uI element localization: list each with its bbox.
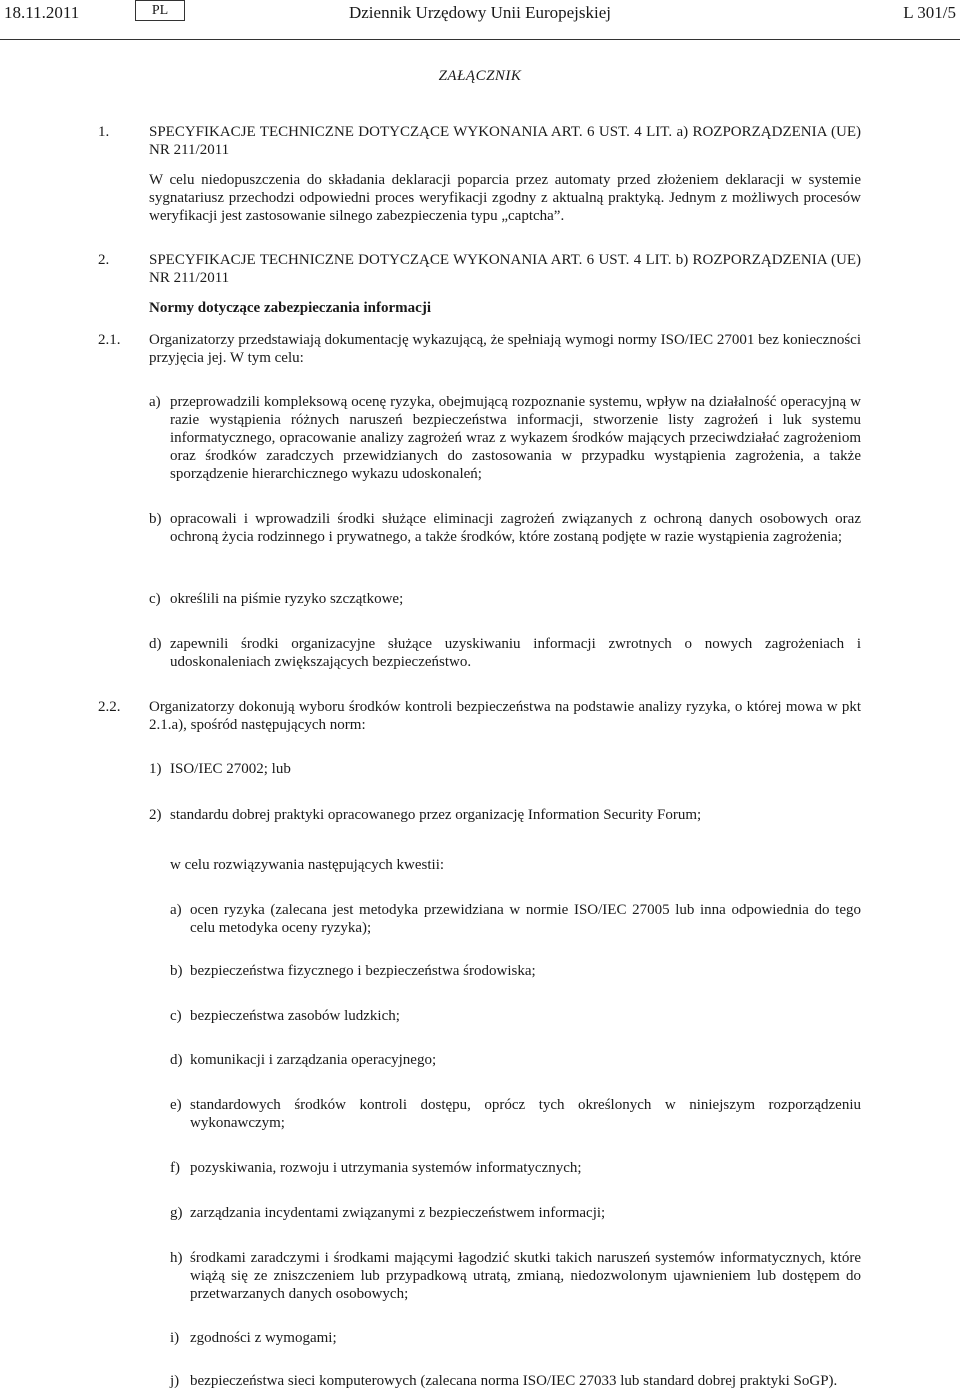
issue-label: f)	[170, 1160, 180, 1176]
section-2-title: SPECYFIKACJE TECHNICZNE DOTYCZĄCE WYKONANIA ART. 6 UST. 4 LIT. b) ROZPORZĄDZENIA (UE) NR 211/2011	[149, 252, 861, 286]
issues-intro: w celu rozwiązywania następujących kwestii:	[170, 857, 445, 873]
issue-item: pozyskiwania, rozwoju i utrzymania systemów informatycznych;	[190, 1160, 582, 1176]
section-1-body: W celu niedopuszczenia do składania deklaracji poparcia przez automaty przed złożeniem deklaracji w systemie sygnatariusz przechodzi odpowiedni proces weryfikacji zgodny z aktualną praktyką. Jednym z możliwych procesów weryfikacji jest zastosowanie silnego zabezpieczenia typu „captcha”.	[149, 172, 861, 224]
issue-item: standardowych środków kontroli dostępu, oprócz tych określonych w niniejszym rozporządzeniu wykonawczym;	[190, 1097, 861, 1131]
norm-label: 2)	[149, 807, 162, 823]
issue-item: komunikacji i zarządzania operacyjnego;	[190, 1052, 437, 1068]
page-header	[0, 0, 960, 30]
issue-item: zarządzania incydentami związanymi z bezpieczeństwem informacji;	[190, 1205, 606, 1221]
issue-label: h)	[170, 1250, 183, 1266]
issue-item: bezpieczeństwa fizycznego i bezpieczeństwa środowiska;	[190, 963, 536, 979]
list-item: przeprowadzili kompleksową ocenę ryzyka, obejmującą rozpoznanie systemu, wpływ na działalność operacyjną w razie wystąpienia różnych naruszeń bezpieczeństwa informacji, stworzenie listy zagrożeń i luk systemu informatycznego, opracowanie analizy zagrożeń wraz z wykazem środków mających przeciwdziałać zagrożeniom oraz środków zaradczych przewidzianych do zastosowania w przypadku wystąpienia zagrożenia, a także sporządzenie hierarchicznego wykazu udoskonaleń;	[170, 394, 861, 482]
header-divider	[0, 39, 960, 40]
paragraph-2-2-text: Organizatorzy dokonują wyboru środków kontroli bezpieczeństwa na podstawie analizy ryzyka, o której mowa w pkt 2.1.a), spośród następujących norm:	[149, 699, 861, 733]
paragraph-2-1-number: 2.1.	[98, 332, 121, 348]
paragraph-2-2-number: 2.2.	[98, 699, 121, 715]
list-item: zapewnili środki organizacyjne służące uzyskiwaniu informacji zwrotnych o nowych zagrożeniach i udoskonaleniach zwiększających bezpieczeństwo.	[170, 636, 861, 670]
issue-label: a)	[170, 902, 182, 918]
publication-date: 18.11.2011	[4, 3, 80, 22]
paragraph-2-1-text: Organizatorzy przedstawiają dokumentację wykazującą, że spełniają wymogi normy ISO/IEC 27001 bez konieczności przyjęcia jej. W tym celu:	[149, 332, 861, 366]
issue-item: ocen ryzyka (zalecana jest metodyka przewidziana w normie ISO/IEC 27005 lub inna odpowiednia do tego celu metodyka oceny ryzyka);	[190, 902, 861, 936]
issue-label: d)	[170, 1052, 183, 1068]
list-item-label: b)	[149, 511, 162, 527]
list-item-label: d)	[149, 636, 162, 652]
issue-label: g)	[170, 1205, 183, 1221]
journal-title: Dziennik Urzędowy Unii Europejskiej	[348, 3, 611, 22]
list-item: opracowali i wprowadzili środki służące eliminacji zagrożeń związanych z ochroną danych osobowych oraz ochroną życia rodzinnego i prywatnego, a także środków, które zostaną podjęte w razie wystąpienia zagrożenia;	[170, 511, 861, 545]
issue-label: e)	[170, 1097, 182, 1113]
issue-label: c)	[170, 1008, 182, 1024]
norm-label: 1)	[149, 761, 162, 777]
norm-item: ISO/IEC 27002; lub	[170, 761, 291, 777]
issue-label: b)	[170, 963, 183, 979]
list-item: określili na piśmie ryzyko szczątkowe;	[170, 591, 404, 607]
list-item-label: a)	[149, 394, 161, 410]
issue-item: bezpieczeństwa sieci komputerowych (zalecana norma ISO/IEC 27033 lub standard dobrej praktyki SoGP).	[190, 1373, 838, 1389]
norm-item: standardu dobrej praktyki opracowanego przez organizację Information Security Forum;	[170, 807, 702, 823]
section-1-title: SPECYFIKACJE TECHNICZNE DOTYCZĄCE WYKONANIA ART. 6 UST. 4 LIT. a) ROZPORZĄDZENIA (UE) NR 211/2011	[149, 124, 861, 158]
issue-item: zgodności z wymogami;	[190, 1330, 337, 1346]
list-item-label: c)	[149, 591, 161, 607]
section-1-number: 1.	[98, 124, 110, 140]
section-2-subtitle: Normy dotyczące zabezpieczania informacji	[149, 300, 431, 316]
annex-title: ZAŁĄCZNIK	[438, 68, 522, 84]
section-2-number: 2.	[98, 252, 110, 268]
issue-label: i)	[170, 1330, 180, 1346]
issue-label: j)	[170, 1373, 180, 1389]
issue-item: środkami zaradczymi i środkami mającymi łagodzić skutki takich naruszeń systemów informatycznych, które wiążą się ze zniszczeniem lub przypadkową utratą, zmianą, niedozwolonym ujawnieniem lub dostępem do przetwarzanych danych osobowych;	[190, 1250, 861, 1302]
issue-item: bezpieczeństwa zasobów ludzkich;	[190, 1008, 400, 1024]
language-badge: PL	[135, 0, 185, 21]
page-reference: L 301/5	[903, 3, 956, 22]
